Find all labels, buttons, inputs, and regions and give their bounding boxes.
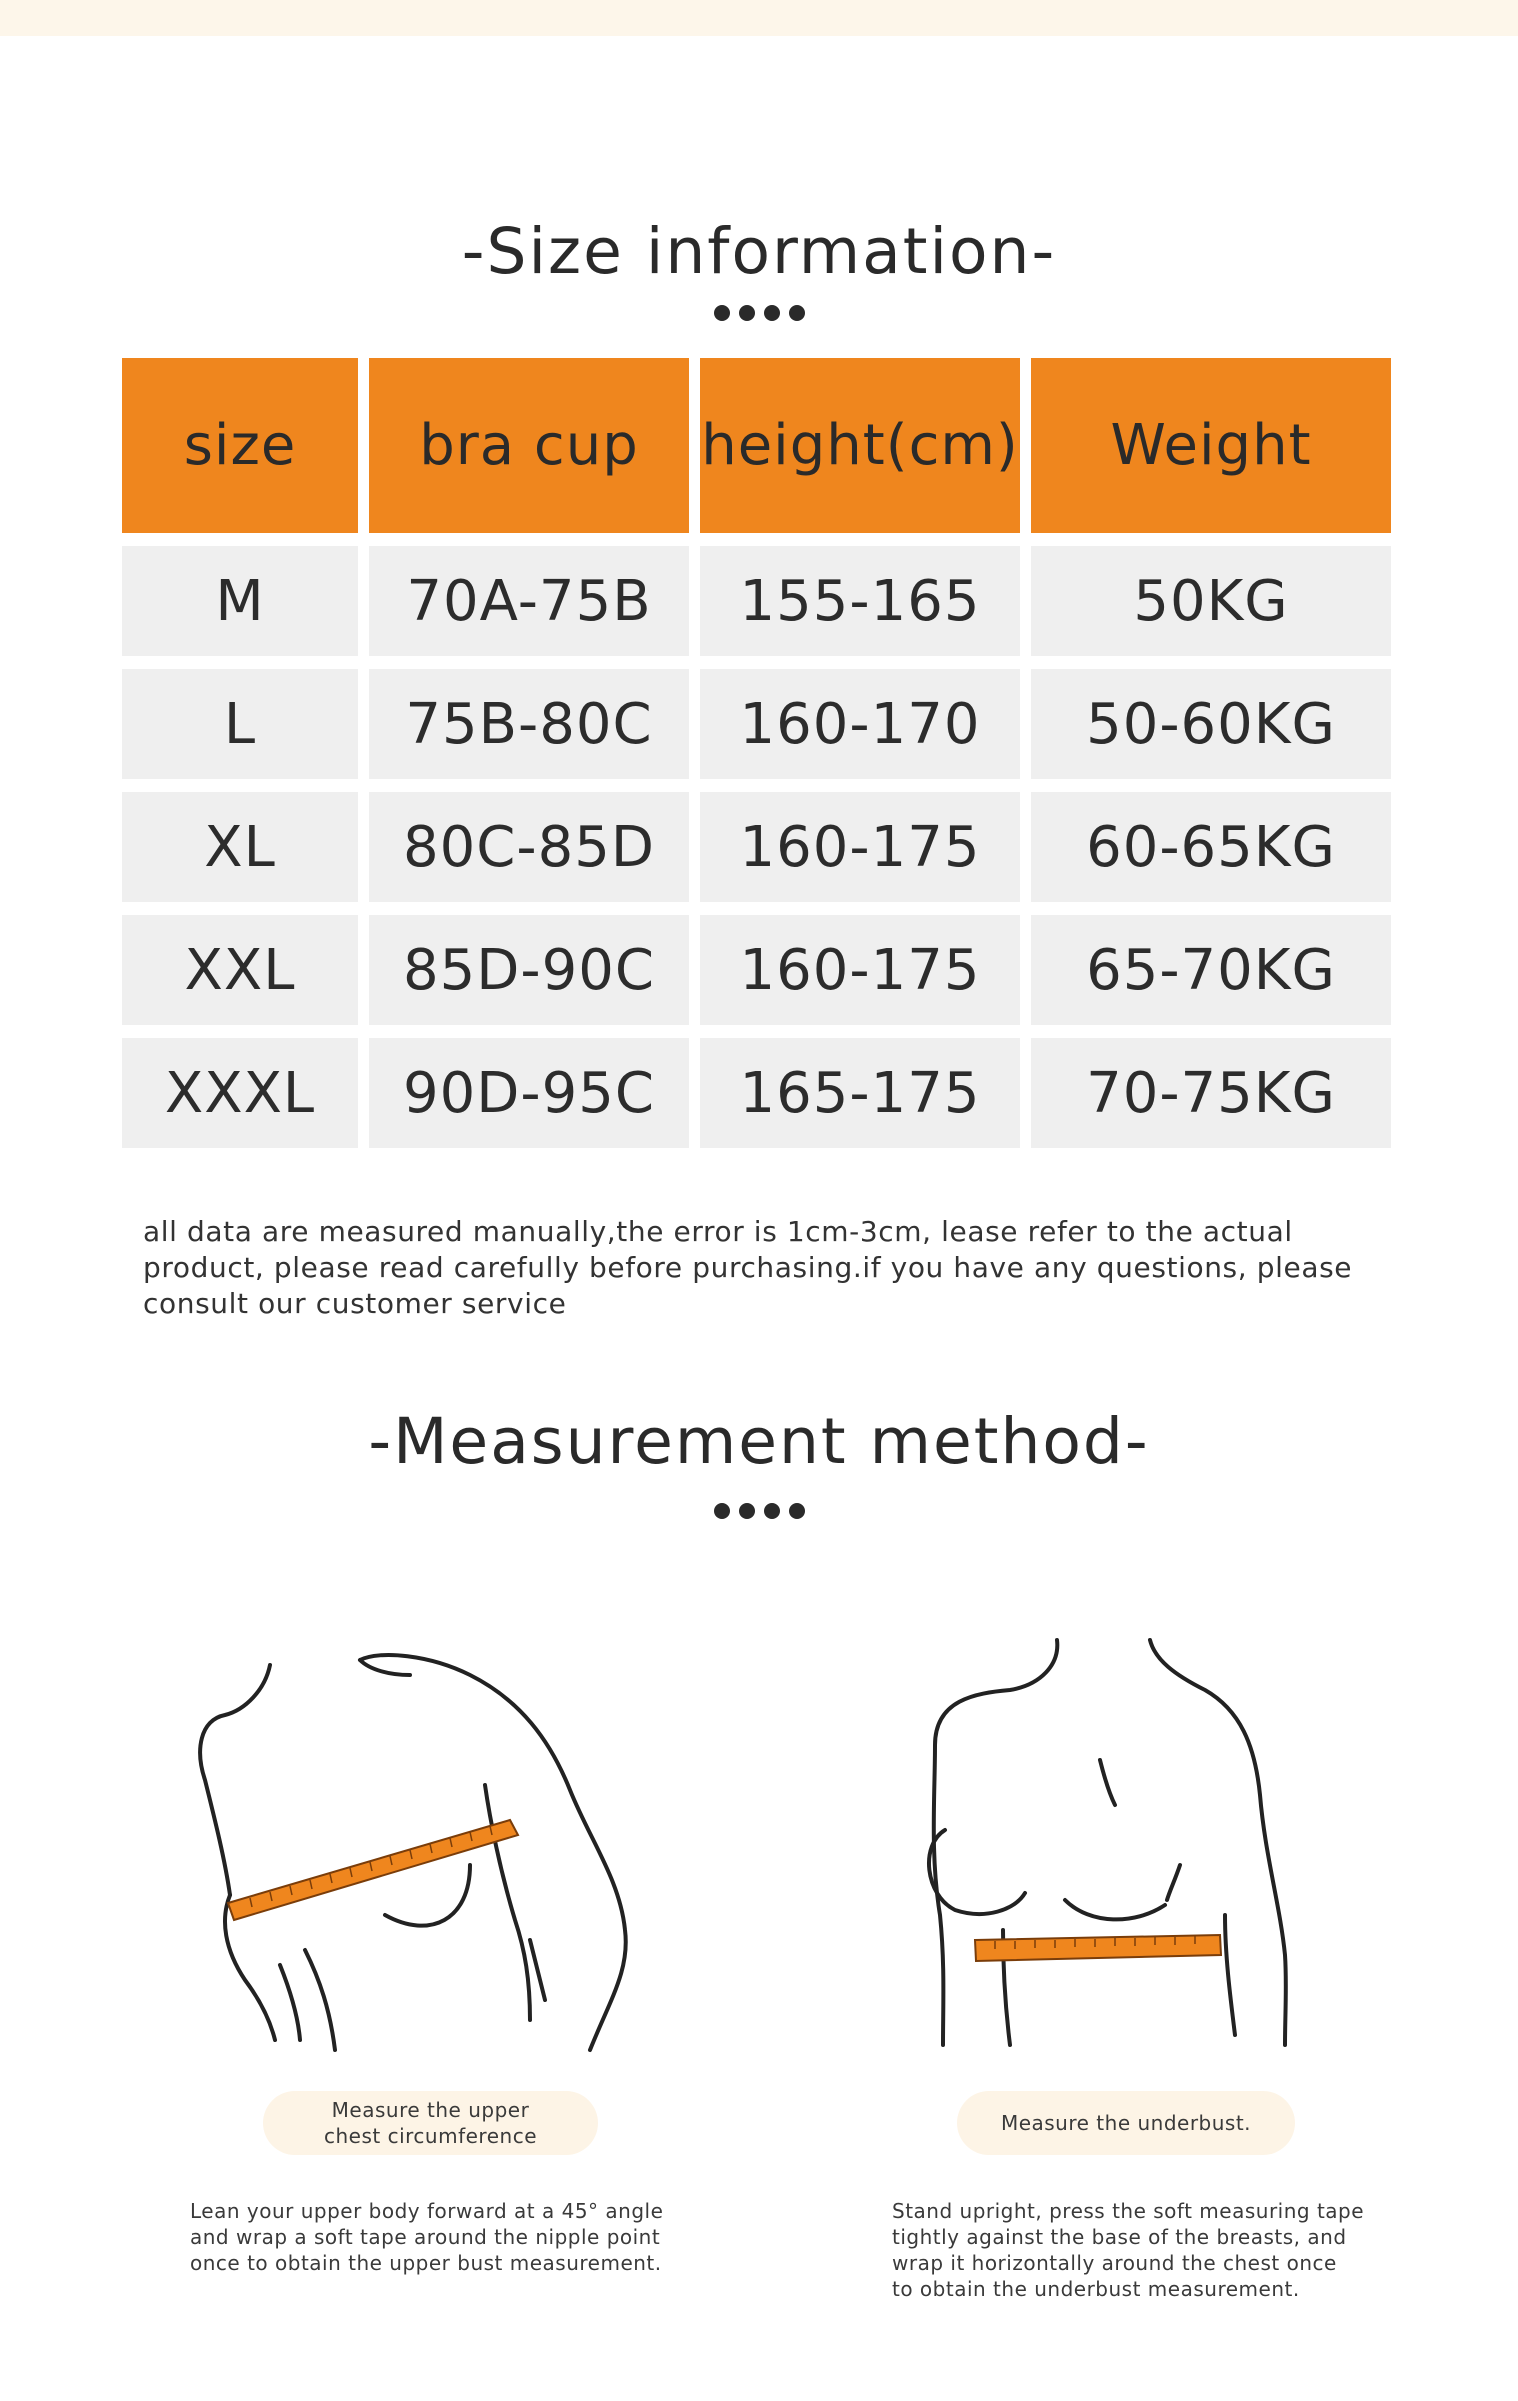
underbust-label: Measure the underbust. (957, 2091, 1295, 2155)
cell-bra-cup: 80C-85D (369, 792, 689, 902)
cell-weight: 70-75KG (1031, 1038, 1391, 1148)
table-row (122, 1038, 1395, 1148)
dot (739, 305, 755, 321)
cell-weight: 50-60KG (1031, 669, 1391, 779)
cell-bra-cup: 85D-90C (369, 915, 689, 1025)
underbust-caption: Stand upright, press the soft measuring tape tightly against the base of the breasts, and wrap it horizontally around the chest once to obtain the underbust measurement. (892, 2199, 1365, 2301)
dot (764, 1503, 780, 1519)
upper-chest-figure (170, 1620, 710, 2090)
dot (789, 305, 805, 321)
cell-height: 160-175 (700, 915, 1020, 1025)
top-band (0, 0, 1518, 36)
measurement-method-title: -Measurement method- (368, 1405, 1150, 1478)
table-row (122, 546, 1395, 656)
table-row (122, 792, 1395, 902)
dot (714, 305, 730, 321)
size-info-title: -Size information- (461, 215, 1057, 288)
cell-height: 160-175 (700, 792, 1020, 902)
cell-size: M (122, 546, 358, 656)
upper-chest-label (263, 2091, 598, 2155)
table-row (122, 915, 1395, 1025)
cell-height: 160-170 (700, 669, 1020, 779)
cell-size: L (122, 669, 358, 779)
cell-height: 165-175 (700, 1038, 1020, 1148)
cell-height: 155-165 (700, 546, 1020, 656)
cell-size: XXL (122, 915, 358, 1025)
dot (764, 305, 780, 321)
cell-weight: 50KG (1031, 546, 1391, 656)
label-line: chest circumference (324, 2124, 537, 2148)
dot (714, 1503, 730, 1519)
cell-weight: 65-70KG (1031, 915, 1391, 1025)
underbust-figure (905, 1625, 1355, 2065)
size-table (122, 358, 1395, 1161)
cell-size: XL (122, 792, 358, 902)
cell-bra-cup: 70A-75B (369, 546, 689, 656)
title-dots (0, 1503, 1518, 1519)
upper-chest-label-text (324, 2097, 537, 2149)
cell-bra-cup: 90D-95C (369, 1038, 689, 1148)
table-header-row (122, 358, 1395, 533)
label-line: Measure the upper (331, 2098, 530, 2122)
table-row (122, 669, 1395, 779)
header-size: size (122, 358, 358, 533)
dot (739, 1503, 755, 1519)
header-weight: Weight (1031, 358, 1391, 533)
upper-chest-caption: Lean your upper body forward at a 45° angle and wrap a soft tape around the nipple point once to obtain the upper bust measurement. (190, 2199, 664, 2275)
header-height: height(cm) (700, 358, 1020, 533)
header-bra-cup: bra cup (369, 358, 689, 533)
title-dots (0, 305, 1518, 321)
measurement-note: all data are measured manually,the error is 1cm-3cm, lease refer to the actual product, please read carefully before purchasing.if you have any questions, please consult our customer service (143, 1215, 1353, 1320)
cell-weight: 60-65KG (1031, 792, 1391, 902)
cell-size: XXXL (122, 1038, 358, 1148)
cell-bra-cup: 75B-80C (369, 669, 689, 779)
dot (789, 1503, 805, 1519)
